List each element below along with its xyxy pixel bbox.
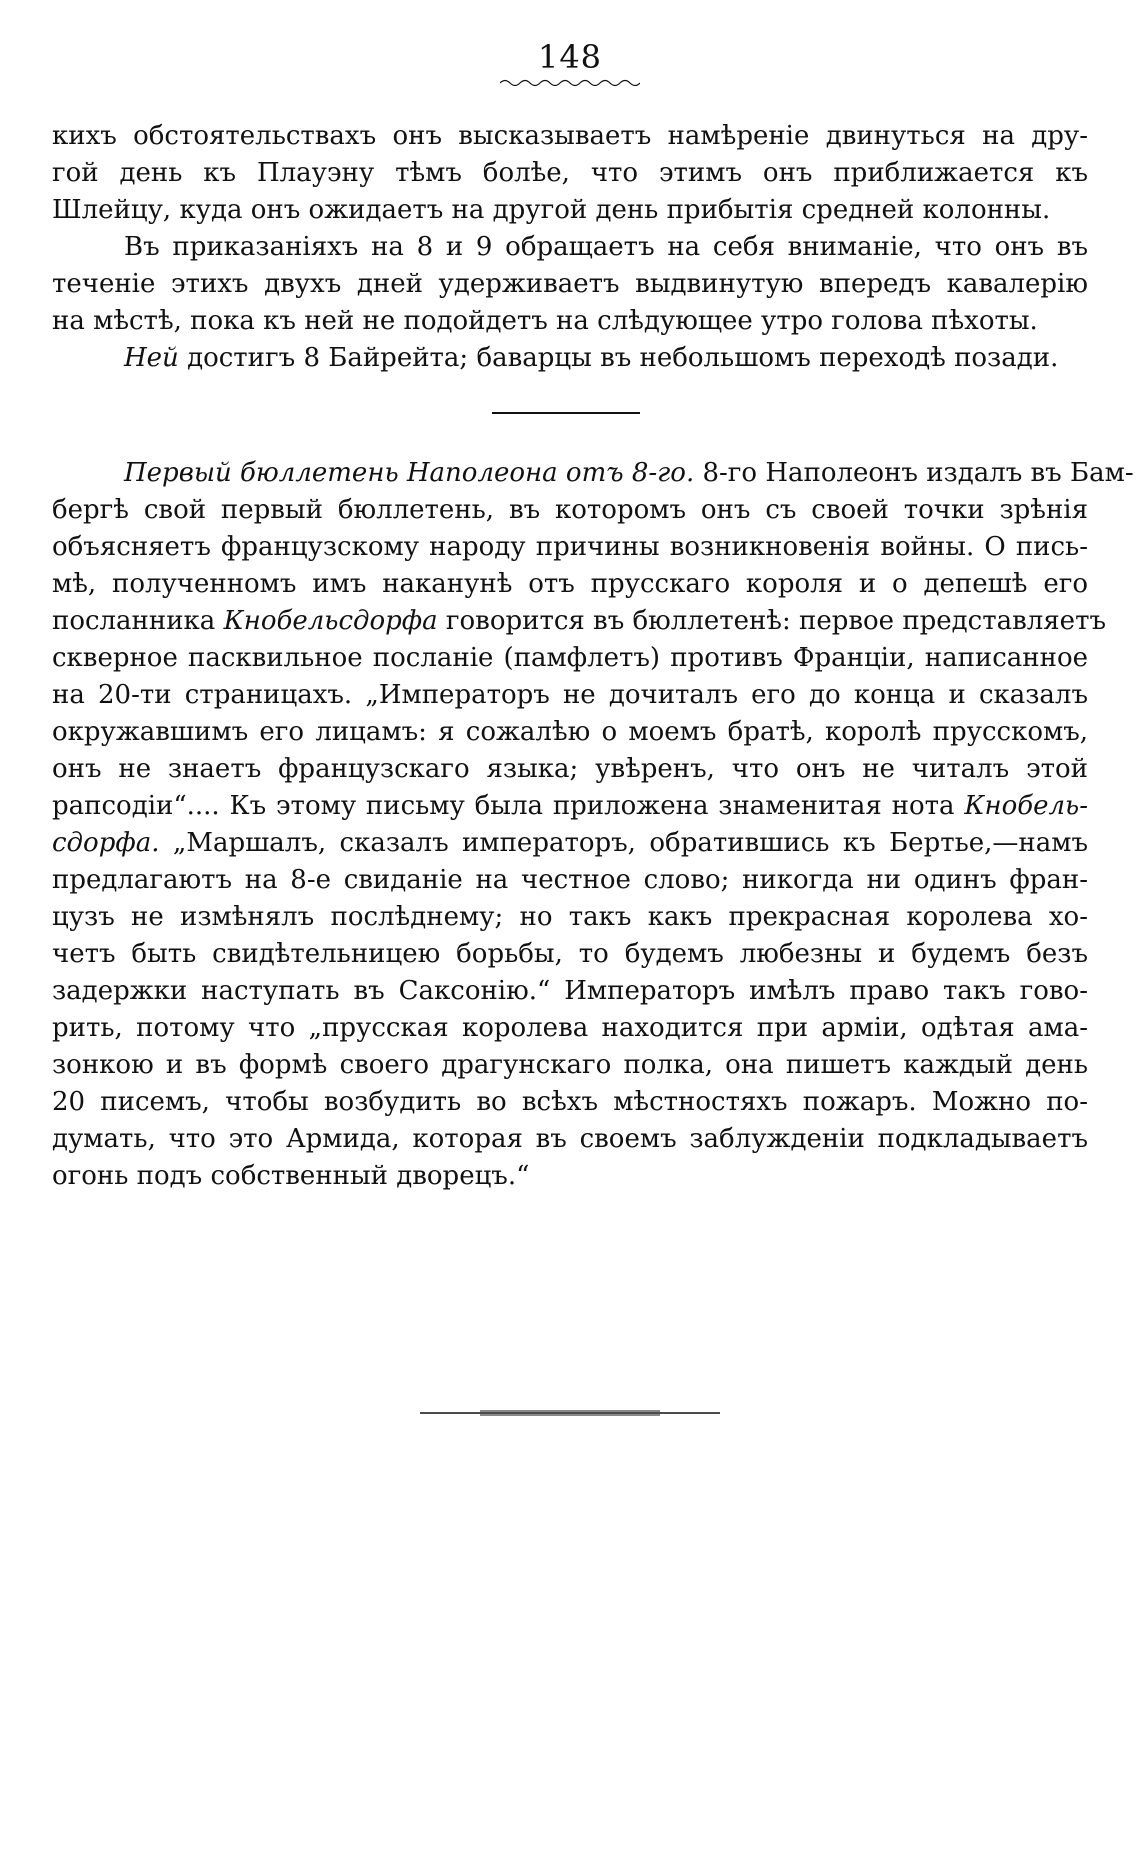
- text-line: четъ быть свидѣтельницею борьбы, то будемъ любезны и будемъ безъ: [52, 939, 1088, 969]
- paragraph-block-2: [52, 455, 1134, 1195]
- text-line: гой день къ Плауэну тѣмъ болѣе, что этимъ онъ приближается къ: [52, 158, 1088, 188]
- text-line: цузъ не измѣнялъ послѣднему; но такъ какъ прекрасная королева хо-: [52, 902, 1088, 932]
- text-line: думать, что это Армида, которая въ своемъ заблужденіи подкладываетъ: [52, 1124, 1088, 1154]
- text-fragment: 8-го Наполеонъ издалъ въ Бам-: [702, 458, 1134, 488]
- page-number: 148: [537, 38, 603, 76]
- text-fragment: посланника: [52, 606, 216, 636]
- text-line: мѣ, полученномъ имъ наканунѣ отъ прусскаго короля и о депешѣ его: [52, 569, 1088, 599]
- text-fragment: достигъ 8 Байрейта; баварцы въ небольшомъ переходѣ позади.: [187, 343, 1059, 373]
- paragraph-block-1: [52, 118, 1088, 377]
- section-heading: Первый бюллетень Наполеона отъ 8-го.: [124, 458, 695, 488]
- text-line: задержки наступать въ Саксонію.“ Императоръ имѣлъ право такъ гово-: [52, 976, 1088, 1006]
- text-line: объясняетъ французскому народу причины возникновенія войны. О пись-: [52, 532, 1088, 562]
- text-line: скверное пасквильное посланіе (памфлетъ) противъ Франціи, написанное: [52, 643, 1088, 673]
- text-line: [52, 825, 1088, 862]
- text-line: на 20-ти страницахъ. „Императоръ не дочиталъ его до конца и сказалъ: [52, 680, 1088, 710]
- end-rule: [420, 1410, 720, 1416]
- italic-name: сдорфа.: [52, 828, 160, 858]
- text-line: рить, потому что „прусская королева находится при арміи, одѣтая ама-: [52, 1013, 1088, 1043]
- text-line: [52, 788, 1088, 825]
- section-divider: [492, 412, 640, 414]
- text-line: [52, 340, 1088, 377]
- italic-word: Ней: [124, 343, 179, 373]
- text-line: теченіе этихъ двухъ дней удерживаетъ выдвинутую впередъ кавалерію: [52, 269, 1088, 299]
- text-line: онъ не знаетъ французскаго языка; увѣренъ, что онъ не читалъ этой: [52, 754, 1088, 784]
- text-line: [52, 603, 1106, 640]
- text-line: Въ приказаніяхъ на 8 и 9 обращаетъ на себя вниманіе, что онъ въ: [124, 232, 1088, 262]
- text-line: зонкою и въ формѣ своего драгунскаго полка, она пишетъ каждый день: [52, 1050, 1088, 1080]
- page-number-ornament: [500, 78, 640, 88]
- italic-name: Кнобель-: [964, 791, 1088, 821]
- text-line: окружавшимъ его лицамъ: я сожалѣю о моемъ братѣ, королѣ прусскомъ,: [52, 717, 1088, 747]
- text-line: [52, 455, 1134, 492]
- text-fragment: „Маршалъ, сказалъ императоръ, обратившись къ Бертье,—намъ: [172, 828, 1088, 858]
- text-line: Шлейцу, куда онъ ожидаетъ на другой день прибытія средней колонны.: [52, 195, 1051, 225]
- text-line: бергѣ свой первый бюллетень, въ которомъ онъ съ своей точки зрѣнія: [52, 495, 1088, 525]
- italic-name: Кнобельсдорфа: [223, 606, 438, 636]
- text-fragment: говорится въ бюллетенѣ: первое представляетъ: [445, 606, 1106, 636]
- text-line: на мѣстѣ, пока къ ней не подойдетъ на слѣдующее утро голова пѣхоты.: [52, 306, 1038, 336]
- text-line: 20 писемъ, чтобы возбудить во всѣхъ мѣстностяхъ пожаръ. Можно по-: [52, 1087, 1088, 1117]
- text-line: огонь подъ собственный дворецъ.“: [52, 1161, 530, 1191]
- text-line: предлагаютъ на 8-е свиданіе на честное слово; никогда ни одинъ фран-: [52, 865, 1088, 895]
- text-fragment: рапсодіи“.... Къ этому письму была приложена знаменитая нота: [52, 791, 955, 821]
- text-line: кихъ обстоятельствахъ онъ высказываетъ намѣреніе двинуться на дру-: [52, 121, 1088, 151]
